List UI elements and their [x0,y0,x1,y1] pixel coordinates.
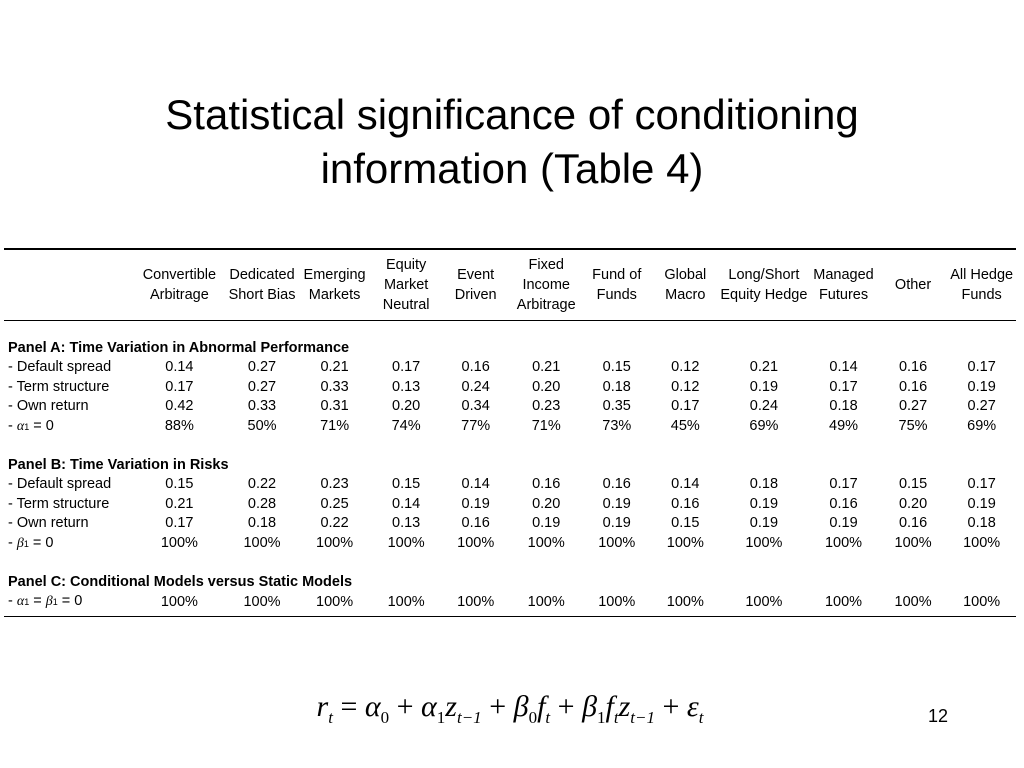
slide-title-line-2: information (Table 4) [320,145,704,192]
table-cell: 100% [666,535,704,551]
row-label: - α1 = 0 [8,417,54,434]
table-cell: 100% [598,535,636,551]
table-cell: 0.16 [671,495,700,512]
table-cell: 100% [243,593,281,610]
table-cell: 0.16 [829,495,858,512]
table-cell: 0.17 [671,398,700,414]
table-cell: 73% [602,418,632,434]
table-cell: 0.21 [532,359,561,375]
table-cell: 0.17 [967,476,996,492]
column-header: Long/Short Equity Hedge [720,267,808,303]
table-row [4,592,1016,613]
table-row [4,358,1016,378]
table-cell: 0.14 [165,359,194,375]
column-header: Event Driven [454,267,497,303]
column-header: Fund of Funds [592,267,642,303]
table-header-row [4,252,1016,318]
table-cell: 0.19 [749,495,779,512]
header-label-blank [4,252,133,318]
row-label: - Default spread [8,359,112,375]
table-cell: 0.17 [392,359,421,375]
table-cell: 69% [749,418,779,434]
table-cell: 0.12 [671,359,700,375]
column-header: Managed Futures [813,267,874,303]
table-cell: 71% [320,418,350,434]
column-header: Convertible Arbitrage [142,267,217,303]
column-header: Emerging Markets [303,267,366,303]
table-cell: 100% [745,535,783,551]
panel-title-row [4,456,1016,475]
table-cell: 0.17 [967,359,996,375]
table-cell: 0.17 [829,476,858,492]
table-cell: 0.18 [247,515,277,531]
column-header: Fixed Income Arbitrage [516,257,576,313]
table-row [4,397,1016,417]
table-cell: 0.17 [165,378,194,395]
table-cell: 0.20 [392,398,421,414]
table-cell: 0.13 [392,515,421,531]
table-cell: 0.23 [532,398,561,414]
table-cell: 0.18 [967,515,996,531]
table-cell: 0.21 [320,359,349,375]
table-cell: 0.19 [602,495,631,512]
column-header: Equity Market Neutral [382,257,430,313]
table-cell: 0.19 [602,515,631,531]
slide-title-line-1: Statistical significance of conditioning [165,91,859,138]
table-row [4,534,1016,555]
table-cell: 0.15 [898,476,928,492]
row-label: - Own return [8,515,89,531]
row-label: - β1 = 0 [8,534,54,551]
panel-title: Panel A: Time Variation in Abnormal Performance [8,340,350,356]
row-label: - Own return [8,398,89,414]
table-cell: 0.20 [532,495,561,512]
table-cell: 0.15 [392,476,421,492]
column-header: All Hedge Funds [950,267,1014,303]
column-header: Global Macro [664,267,707,303]
row-label: - Term structure [8,378,110,395]
results-table [4,252,1016,613]
page-number: 12 [928,706,949,726]
table-cell: 71% [531,418,561,434]
table-cell: 0.19 [749,378,779,395]
table-cell: 0.27 [898,398,928,414]
table-cell: 0.16 [898,378,928,395]
table-cell: 0.35 [602,398,631,414]
table-cell: 100% [527,535,565,551]
table-cell: 0.16 [461,359,490,375]
table-cell: 0.18 [749,476,779,492]
panel-title: Panel C: Conditional Models versus Static Models [8,574,353,590]
table-cell: 0.27 [967,398,996,414]
table-cell: 0.16 [461,515,490,531]
table-cell: 0.21 [749,359,779,375]
table-cell: 0.22 [247,476,277,492]
panel-title: Panel B: Time Variation in Risks [8,457,229,473]
table-cell: 0.16 [898,359,928,375]
table-cell: 100% [243,535,281,551]
table-cell: 0.16 [532,476,561,492]
slide-title [0,88,1024,196]
table-cell: 0.27 [247,378,277,395]
table-row [4,514,1016,534]
table-cell: 0.18 [829,398,858,414]
table-cell: 0.19 [829,515,858,531]
table-cell: 0.15 [165,476,194,492]
table-cell: 0.16 [898,515,928,531]
table-cell: 100% [316,535,354,551]
table-cell: 74% [391,418,421,434]
table-cell: 0.42 [165,398,194,414]
table-cell: 75% [898,418,928,434]
table-cell: 0.19 [967,378,996,395]
table-cell: 100% [160,593,198,610]
panel-title-row [4,573,1016,592]
table-cell: 0.12 [671,378,700,395]
table-cell: 100% [745,593,783,610]
table-top-rule [4,248,1016,250]
row-label: - α1 = β1 = 0 [8,593,83,609]
table-row [4,475,1016,495]
table-cell: 100% [387,593,425,610]
table-cell: 100% [457,593,495,610]
table-cell: 100% [894,593,932,610]
table-cell: 0.16 [602,476,631,492]
table-cell: 0.19 [967,495,996,512]
table-row [4,495,1016,515]
table-cell: 49% [829,418,859,434]
table-cell: 0.14 [671,476,700,492]
table-cell: 100% [598,593,636,610]
table-cell: 0.24 [749,398,779,414]
table-cell: 0.19 [461,495,490,512]
table-cell: 88% [164,418,194,434]
table-cell: 0.19 [749,515,779,531]
table-cell: 100% [316,593,354,610]
table-cell: 100% [666,593,704,610]
table-cell: 0.14 [392,495,421,512]
table-cell: 0.22 [320,515,349,531]
table-cell: 0.34 [461,398,490,414]
column-header: Dedicated Short Bias [228,267,296,303]
table-cell: 0.15 [602,359,631,375]
row-label: - Term structure [8,495,110,512]
table-cell: 0.17 [829,378,858,395]
table-cell: 100% [160,535,198,551]
table-cell: 45% [670,418,700,434]
table-cell: 0.27 [247,359,277,375]
table-cell: 0.15 [671,515,700,531]
table-cell: 100% [894,535,932,551]
row-label: - Default spread [8,476,112,492]
table-cell: 0.13 [392,378,421,395]
panel-title-row [4,339,1016,358]
table-cell: 0.17 [165,515,194,531]
table-cell: 100% [824,593,863,610]
table-cell: 0.20 [898,495,928,512]
table-cell: 0.14 [461,476,490,492]
table-cell: 69% [967,418,997,434]
table-cell: 0.31 [320,398,349,414]
table-body [4,318,1016,613]
table-cell: 0.24 [461,378,490,395]
table-cell: 0.23 [320,476,349,492]
table-row [4,417,1016,438]
table-cell: 0.25 [320,495,349,512]
table-row [4,378,1016,398]
table-cell: 100% [457,535,495,551]
table-cell: 77% [461,418,491,434]
regression-formula: $r_t = \alpha_0 + \alpha_1z_{t-1} + \beta_0f_t + \beta_1f_tz_{t-1} + \varepsilon_t$ [316,690,704,727]
table-cell: 0.18 [602,378,631,395]
table-cell: 0.14 [829,359,858,375]
table-cell: 50% [247,418,277,434]
table-bottom-rule [4,616,1016,617]
table-cell: 100% [387,535,425,551]
table-cell: 100% [824,535,863,551]
table-cell: 0.28 [247,495,277,512]
table-cell: 0.33 [247,398,277,414]
table-cell: 0.33 [320,378,349,395]
table-cell: 0.20 [532,378,561,395]
table-cell: 0.19 [532,515,561,531]
table-cell: 100% [963,535,1001,551]
table-cell: 100% [963,593,1001,610]
column-header: Other [894,277,932,293]
table-cell: 0.21 [165,495,194,512]
table-cell: 100% [527,593,565,610]
